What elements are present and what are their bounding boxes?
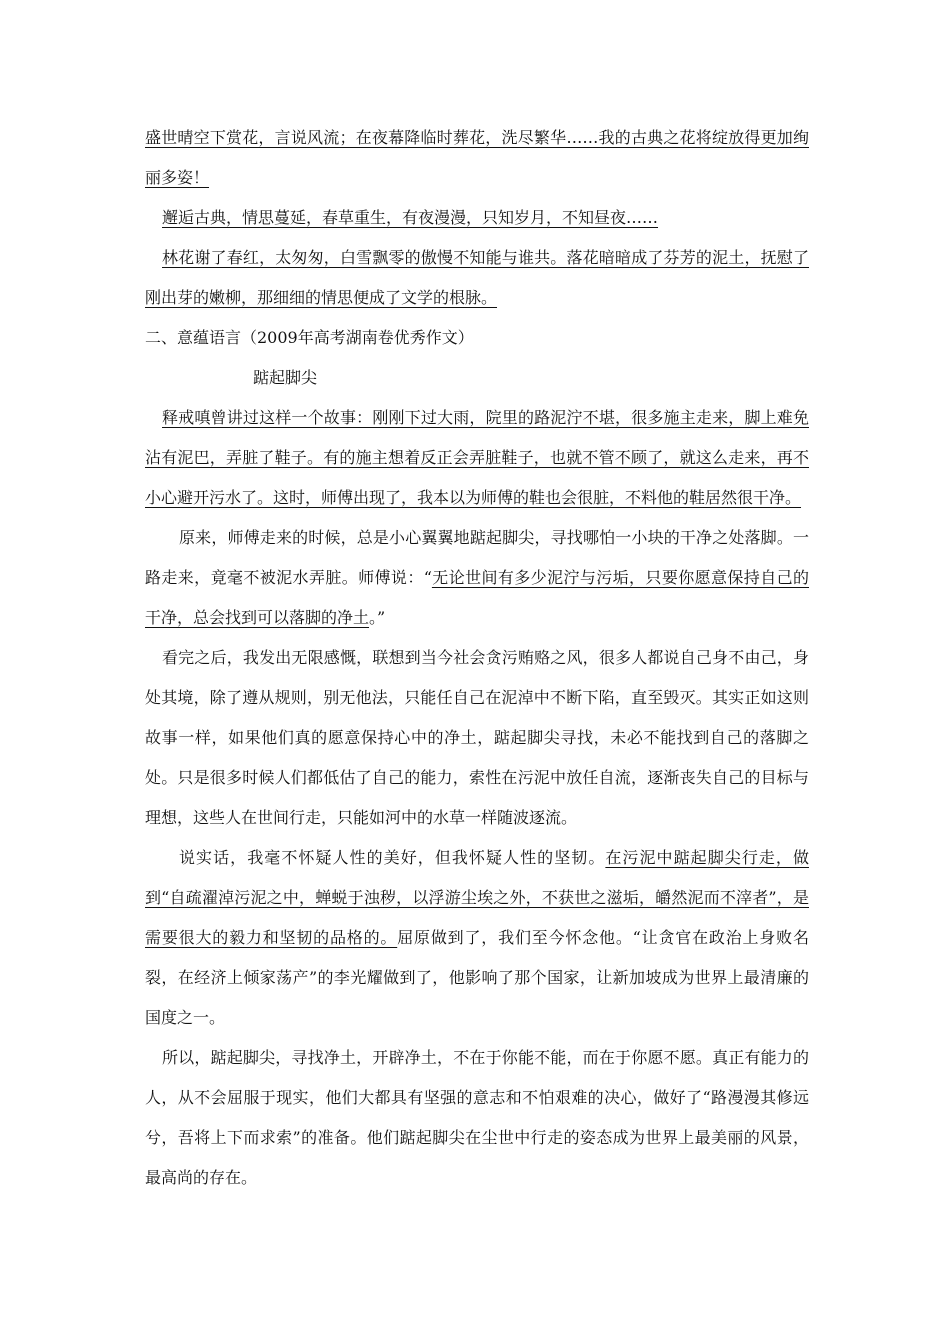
paragraph-conclusion: 所以，踮起脚尖，寻找净土，开辟净土，不在于你能不能，而在于你愿不愿。真正有能力的人，从不会屈服于现实，他们大都具有坚强的意志和不怕艰难的决心，做好了“路漫漫其修远兮，吾将上下而求索”的准备。他们踮起脚尖在尘世中行走的姿态成为世界上最美丽的风景，最高尚的存在。 <box>145 1048 809 1187</box>
paragraph-honestly-underlined: 在污泥中踮起脚尖行走，做到“自疏濯淖污泥之中，蝉蜕于浊秽，以浮游尘埃之外，不获世之滋垢，皭然泥而不滓者”，是需要很大的毅力和坚韧的品格的。 <box>145 848 809 947</box>
paragraph-master-quote-end: 。” <box>369 608 386 627</box>
paragraph-reflection: 看完之后，我发出无限感慨，联想到当今社会贪污贿赂之风，很多人都说自己身不由己，身处其境，除了遵从规则，别无他法，只能任自己在泥淖中不断下陷，直至毁灭。其实正如这则故事一样，如果他们真的愿意保持心中的净土，踮起脚尖寻找，未必不能找到自己的落脚之处。只是很多时候人们都低估了自己的能力，索性在污泥中放任自流，逐渐丧失自己的目标与理想，这些人在世间行走，只能如河中的水草一样随波逐流。 <box>145 648 809 827</box>
paragraph-story: 释戒嗔曾讲过这样一个故事：刚刚下过大雨，院里的路泥泞不堪，很多施主走来，脚上难免沾有泥巴，弄脏了鞋子。有的施主想着反正会弄脏鞋子，也就不管不顾了，就这么走来，再不小心避开污水了。这时，师傅出现了，我本以为师傅的鞋也会很脏，不料他的鞋居然很干净。 <box>145 408 809 507</box>
paragraph-master-tiptoe-text: 原来，师傅走来的时候，总是小心翼翼地踮起脚尖，寻找哪怕一小块的干净之处落脚。一路走来，竟毫不被泥水弄脏。师傅说：“ <box>145 528 809 587</box>
essay-title: 踮起脚尖 <box>253 368 318 387</box>
paragraph-master-quote: 无论世间有多少泥泞与污垢，只要你愿意保持自己的干净，总会找到可以落脚的净土 <box>145 568 809 627</box>
paragraph-classic-flowers: 盛世晴空下赏花，言说风流；在夜幕降临时葬花，洗尽繁华……我的古典之花将绽放得更加绚丽多姿！ <box>145 128 809 187</box>
section-heading: 二、意蕴语言（2009年高考湖南卷优秀作文） <box>145 328 474 347</box>
paragraph-encounter-classics: 邂逅古典，情思蔓延，春草重生，有夜漫漫，只知岁月，不知昼夜…… <box>162 208 659 227</box>
paragraph-master-tiptoe <box>145 518 809 638</box>
paragraph-honestly-text: 说实话，我毫不怀疑人性的美好，但我怀疑人性的坚韧。 <box>179 848 606 867</box>
paragraph-honestly <box>145 838 809 1038</box>
document-body <box>145 118 809 1198</box>
paragraph-honestly-end: 屈原做到了，我们至今怀念他。“让贪官在政治上身败名裂，在经济上倾家荡产”的李光耀做到了，他影响了那个国家，让新加坡成为世界上最清廉的国度之一。 <box>145 928 809 1027</box>
paragraph-spring-red: 林花谢了春红，太匆匆，白雪飘零的傲慢不知能与谁共。落花暗暗成了芬芳的泥土，抚慰了刚出芽的嫩柳，那细细的情思便成了文学的根脉。 <box>145 248 809 307</box>
